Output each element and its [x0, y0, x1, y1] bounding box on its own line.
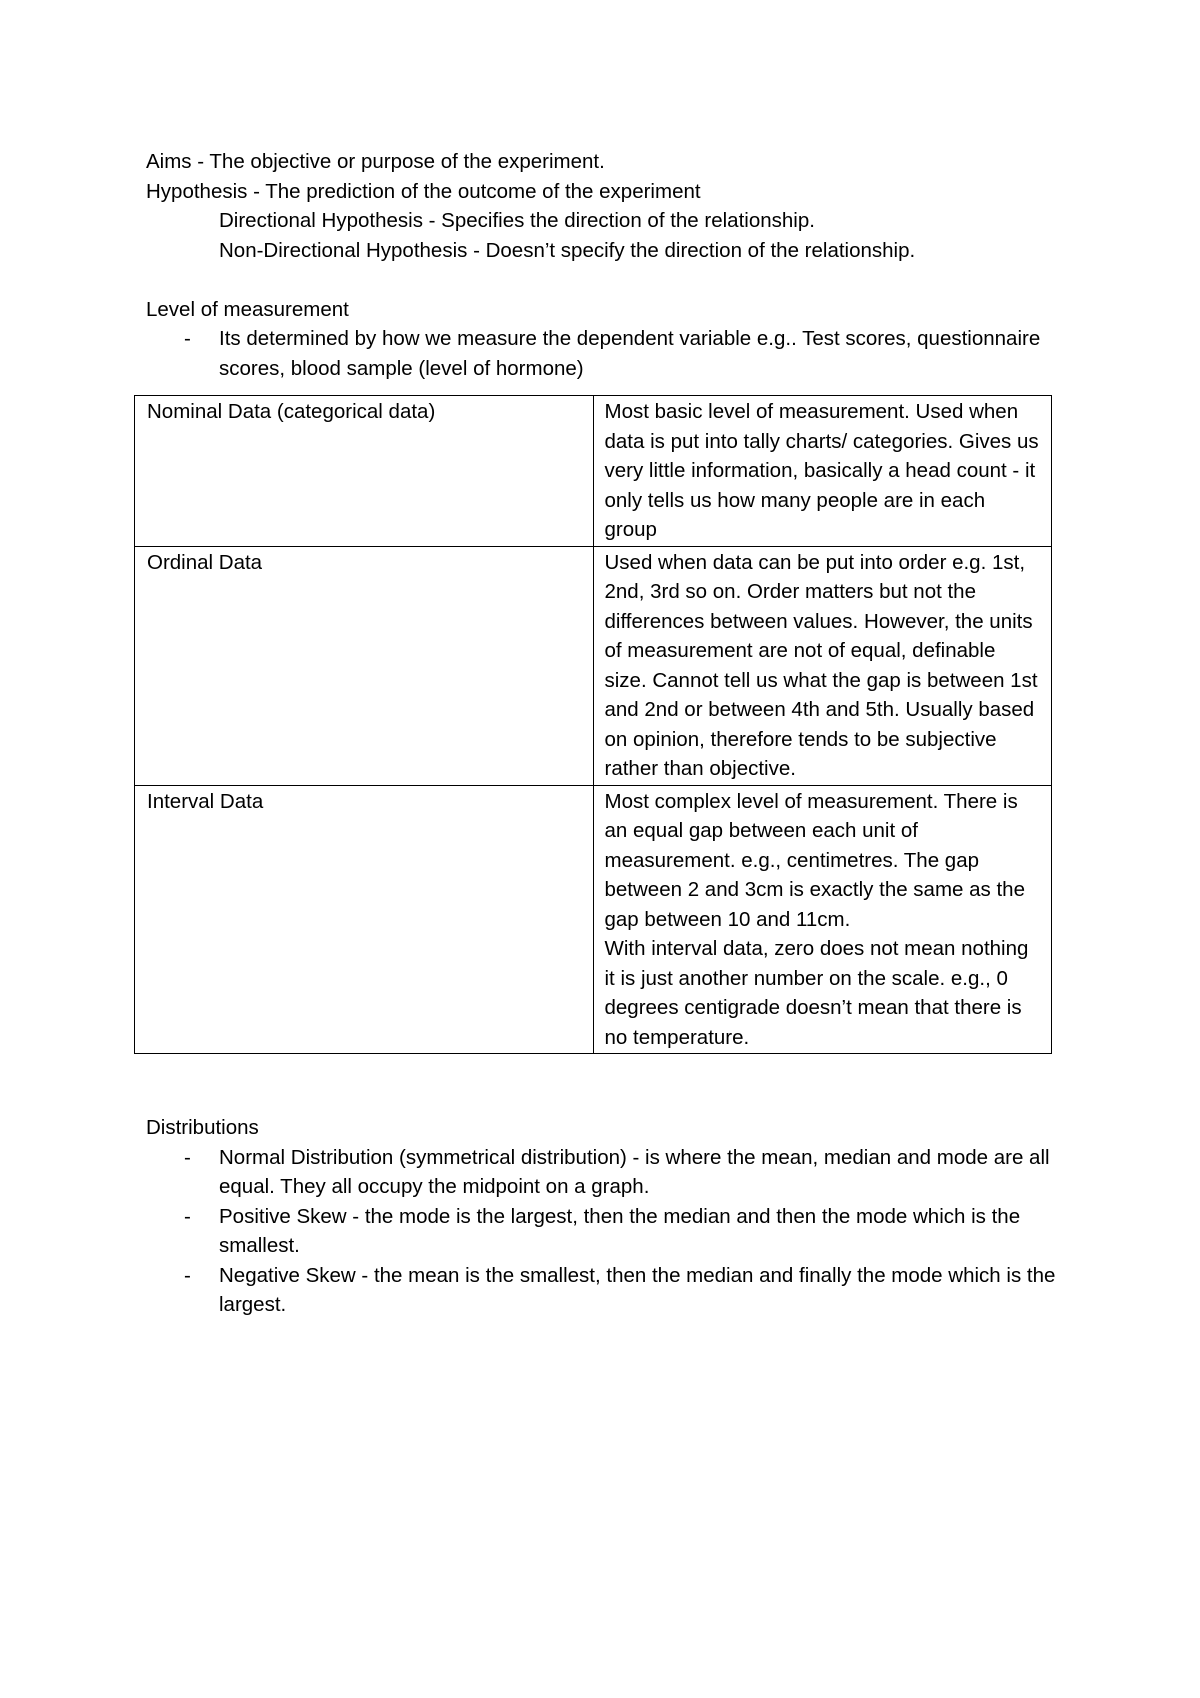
description-paragraph: With interval data, zero does not mean nothing it is just another number on the scale. e.g., 0 degrees centigrade doesn’t mean that there is no temperature. [604, 937, 1029, 1049]
bullet-text: Its determined by how we measure the dependent variable e.g.. Test scores, questionnaire scores, blood sample (level of hormone) [219, 327, 1041, 380]
hypothesis-line: Hypothesis - The prediction of the outcome of the experiment [146, 179, 701, 203]
aims-line: Aims - The objective or purpose of the experiment. [146, 150, 605, 173]
level-description-cell: Used when data can be put into order e.g. 1st, 2nd, 3rd so on. Order matters but not the differences between values. However, the units of measurement are not of equal, definable size. Cannot tell us what the gap is between 1st and 2nd or between 4th and 5th. Usually based on opinion, therefore tends to be subjective rather than objective. [593, 546, 1052, 785]
dash-bullet: - [184, 1204, 191, 1228]
distributions-bullet-list [146, 1143, 1066, 1320]
table-row [135, 785, 1052, 1054]
dash-bullet: - [184, 1263, 191, 1287]
level-description-cell: Most basic level of measurement. Used when data is put into tally charts/ categories. Gives us very little information, basically a head count - it only tells us how many people are in each group [593, 396, 1052, 547]
level-name-cell: Nominal Data (categorical data) [135, 396, 594, 547]
levels-of-measurement-table [134, 395, 1052, 1054]
distributions-heading: Distributions [146, 1116, 259, 1139]
bullet-text: Normal Distribution (symmetrical distribution) - is where the mean, median and mode are all equal. They all occupy the midpoint on a graph. [219, 1145, 1050, 1198]
list-item [146, 324, 1066, 383]
level-description-cell [593, 785, 1052, 1054]
document-content [146, 147, 1066, 1320]
description-paragraph: Most complex level of measurement. There is an equal gap between each unit of measurement. e.g., centimetres. The gap between 2 and 3cm is exactly the same as the gap between 10 and 11cm. [604, 789, 1025, 931]
list-item [146, 1261, 1066, 1320]
spacer [146, 1054, 1066, 1113]
non-directional-hypothesis-line: Non-Directional Hypothesis - Doesn’t specify the direction of the relationship. [219, 238, 916, 262]
level-name-cell: Ordinal Data [135, 546, 594, 785]
bullet-text: Negative Skew - the mean is the smallest, then the median and finally the mode which is the largest. [219, 1263, 1056, 1316]
list-item [146, 1202, 1066, 1261]
measurement-heading: Level of measurement [146, 297, 349, 321]
table-row [135, 396, 1052, 547]
list-item [146, 1143, 1066, 1202]
bullet-text: Positive Skew - the mode is the largest, then the median and then the mode which is the smallest. [219, 1204, 1021, 1257]
spacer [146, 265, 1066, 295]
table-row [135, 546, 1052, 785]
measurement-bullet-list [146, 324, 1066, 383]
level-name-cell: Interval Data [135, 785, 594, 1054]
directional-hypothesis-line: Directional Hypothesis - Specifies the direction of the relationship. [219, 209, 815, 232]
dash-bullet: - [184, 1145, 191, 1169]
dash-bullet: - [184, 327, 191, 350]
